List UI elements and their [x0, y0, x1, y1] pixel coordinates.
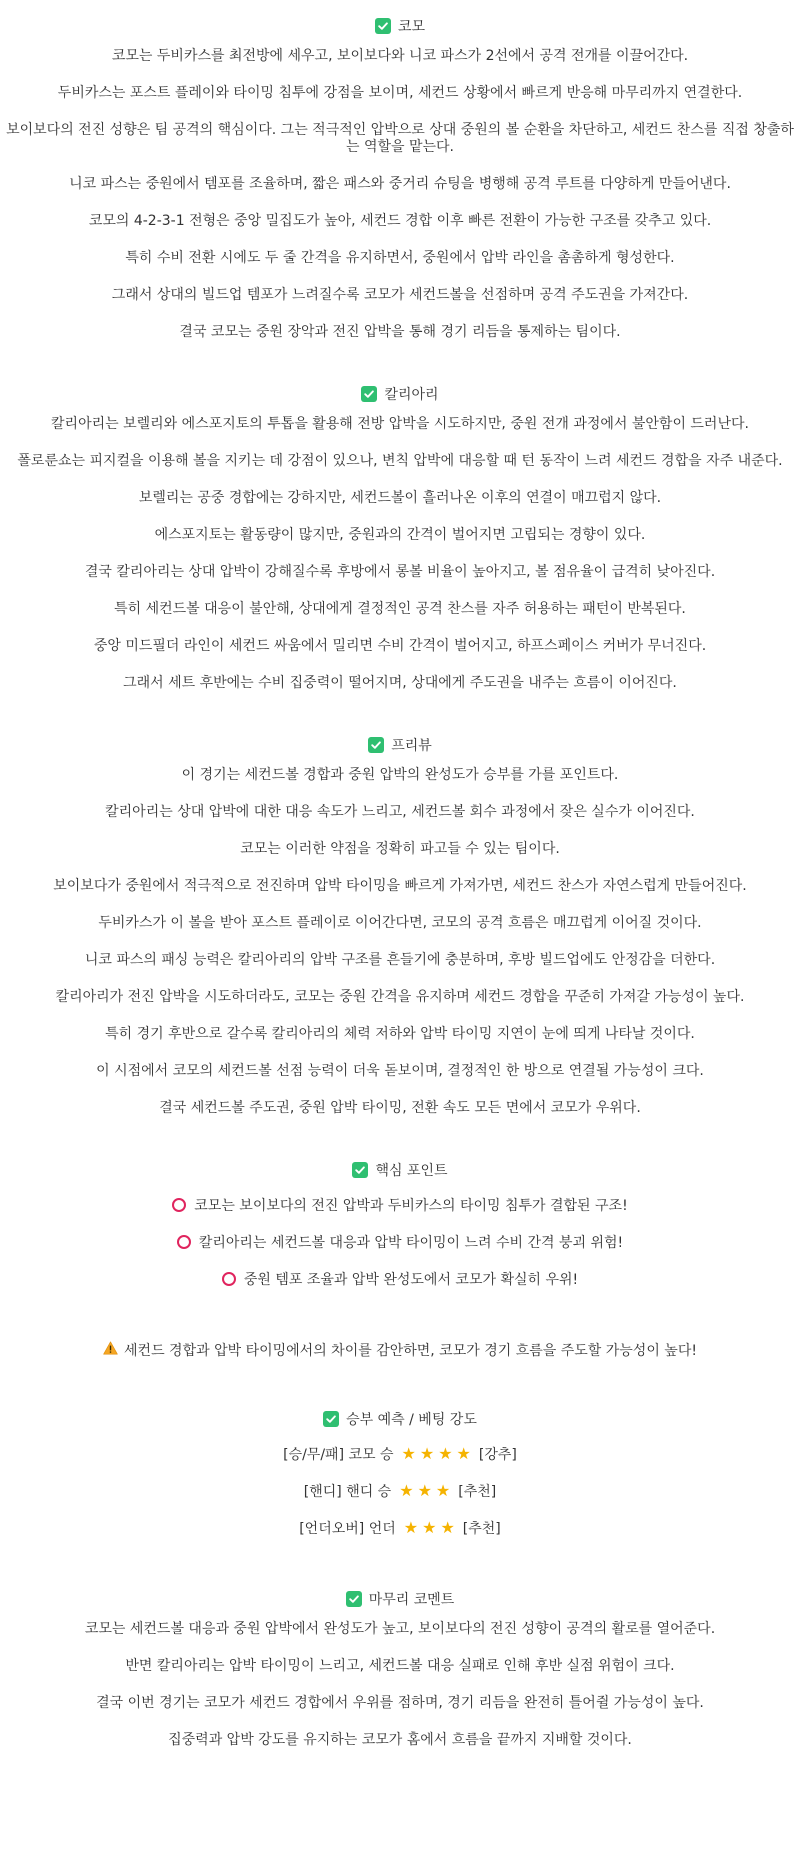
star-rating — [402, 1517, 457, 1537]
section-header — [0, 378, 800, 410]
check-box-icon — [346, 1591, 362, 1607]
paragraph: 반면 칼리아리는 압박 타이밍이 느리고, 세컨드볼 대응 실패로 인해 후반 실점 위험이 크다. — [125, 1658, 675, 1674]
paragraph: 특히 경기 후반으로 갈수록 칼리아리의 체력 저하와 압박 타이밍 지연이 눈에 띄게 나타날 것이다. — [105, 1026, 695, 1042]
check-box-icon — [368, 737, 384, 753]
paragraph: 칼리아리는 상대 압박에 대한 대응 속도가 느리고, 세컨드볼 회수 과정에서 잦은 실수가 이어진다. — [105, 804, 695, 820]
red-circle-icon — [222, 1272, 236, 1286]
paragraph: 결국 이번 경기는 코모가 세컨드 경합에서 우위를 점하며, 경기 리듬을 완전히 틀어쥘 가능성이 높다. — [96, 1695, 704, 1711]
paragraph: 니코 파스는 중원에서 템포를 조율하며, 짧은 패스와 중거리 슈팅을 병행해 공격 루트를 다양하게 만들어낸다. — [69, 176, 731, 192]
warning-note — [0, 1334, 800, 1366]
red-circle-icon — [172, 1198, 186, 1212]
section-title: 마무리 코멘트 — [368, 1592, 455, 1608]
paragraph-list — [0, 42, 800, 341]
section-closing — [0, 1583, 800, 1749]
section-title: 프리뷰 — [391, 738, 432, 754]
warning-text: 세컨드 경합과 압박 타이밍에서의 차이를 감안하면, 코모가 경기 흐름을 주도할 가능성이 높다! — [124, 1343, 697, 1359]
key-point-text: 칼리아리는 세컨드볼 대응과 압박 타이밍이 느려 수비 간격 붕괴 위험! — [198, 1234, 624, 1251]
check-box-icon — [323, 1411, 339, 1427]
paragraph: 그래서 세트 후반에는 수비 집중력이 떨어지며, 상대에게 주도권을 내주는 흐름이 이어진다. — [123, 675, 677, 691]
section-title: 승부 예측 / 베팅 강도 — [346, 1412, 477, 1428]
paragraph-list — [0, 410, 800, 692]
paragraph: 코모의 4-2-3-1 전형은 중앙 밀집도가 높아, 세컨드 경합 이후 빠른 전환이 가능한 구조를 갖추고 있다. — [88, 213, 712, 229]
bet-label: [핸디] 핸디 승 — [303, 1483, 392, 1500]
paragraph-list — [0, 1615, 800, 1749]
bet-grade: [강추] — [478, 1446, 517, 1463]
paragraph: 두비카스가 이 볼을 받아 포스트 플레이로 이어간다면, 코모의 공격 흐름은 매끄럽게 이어질 것이다. — [98, 915, 702, 931]
star-icon: ★ — [456, 1443, 471, 1463]
star-icon: ★ — [417, 1480, 432, 1500]
key-point-item — [0, 1260, 800, 1297]
section-como — [0, 10, 800, 341]
key-point-text: 코모는 보이보다의 전진 압박과 두비카스의 타이밍 침투가 결합된 구조! — [194, 1197, 628, 1214]
star-icon: ★ — [401, 1443, 416, 1463]
paragraph: 보렐리는 공중 경합에는 강하지만, 세컨드볼이 흘러나온 이후의 연결이 매끄럽지 않다. — [138, 490, 662, 506]
paragraph: 니코 파스의 패싱 능력은 칼리아리의 압박 구조를 흔들기에 충분하며, 후방 빌드업에도 안정감을 더한다. — [84, 952, 716, 968]
paragraph: 보이보다가 중원에서 적극적으로 전진하며 압박 타이밍을 빠르게 가져가면, 세컨드 찬스가 자연스럽게 만들어진다. — [53, 878, 747, 894]
star-icon: ★ — [403, 1517, 419, 1537]
paragraph: 특히 수비 전환 시에도 두 줄 간격을 유지하면서, 중원에서 압박 라인을 촘촘하게 형성한다. — [125, 250, 675, 266]
paragraph: 이 시점에서 코모의 세컨드볼 선점 능력이 더욱 돋보이며, 결정적인 한 방으로 연결될 가능성이 크다. — [96, 1063, 704, 1079]
star-icon: ★ — [419, 1443, 435, 1463]
section-header — [0, 1403, 800, 1435]
section-key-points — [0, 1154, 800, 1297]
bet-label: [언더오버] 언더 — [299, 1520, 396, 1537]
bet-row — [0, 1509, 800, 1546]
star-rating — [400, 1443, 473, 1463]
star-icon: ★ — [440, 1517, 455, 1537]
paragraph: 특히 세컨드볼 대응이 불안해, 상대에게 결정적인 공격 찬스를 자주 허용하는 패턴이 반복된다. — [114, 601, 686, 617]
section-header — [0, 1154, 800, 1186]
star-rating — [397, 1480, 452, 1500]
paragraph: 칼리아리가 전진 압박을 시도하더라도, 코모는 중원 간격을 유지하며 세컨드 경합을 꾸준히 가져갈 가능성이 높다. — [55, 989, 745, 1005]
paragraph: 결국 세컨드볼 주도권, 중원 압박 타이밍, 전환 속도 모든 면에서 코모가 우위다. — [159, 1100, 641, 1116]
section-cagliari — [0, 378, 800, 692]
paragraph: 코모는 두비카스를 최전방에 세우고, 보이보다와 니코 파스가 2선에서 공격 전개를 이끌어간다. — [111, 48, 689, 64]
paragraph: 집중력과 압박 강도를 유지하는 코모가 홈에서 흐름을 끝까지 지배할 것이다. — [168, 1732, 632, 1748]
section-header — [0, 10, 800, 42]
bet-row — [0, 1435, 800, 1472]
paragraph: 결국 코모는 중원 장악과 전진 압박을 통해 경기 리듬을 통제하는 팀이다. — [179, 324, 621, 340]
paragraph: 칼리아리는 보렐리와 에스포지토의 투톱을 활용해 전방 압박을 시도하지만, 중원 전개 과정에서 불안함이 드러난다. — [51, 416, 749, 432]
section-title: 핵심 포인트 — [375, 1163, 448, 1179]
star-icon: ★ — [399, 1480, 414, 1500]
paragraph: 결국 칼리아리는 상대 압박이 강해질수록 후방에서 롱볼 비율이 높아지고, 볼 점유율이 급격히 낮아진다. — [84, 564, 716, 580]
red-circle-icon — [177, 1235, 191, 1249]
bet-grade: [추천] — [458, 1483, 497, 1500]
star-icon: ★ — [435, 1480, 451, 1500]
paragraph: 코모는 세컨드볼 대응과 중원 압박에서 완성도가 높고, 보이보다의 전진 성향이 공격의 활로를 열어준다. — [84, 1621, 716, 1637]
key-point-item — [0, 1223, 800, 1260]
key-point-item — [0, 1186, 800, 1223]
paragraph: 보이보다의 전진 성향은 팀 공격의 핵심이다. 그는 적극적인 압박으로 상대 중원의 볼 순환을 차단하고, 세컨드 찬스를 직접 창출하는 역할을 맡는다. — [6, 122, 794, 155]
check-box-icon — [375, 18, 391, 34]
bet-label: [승/무/패] 코모 승 — [283, 1446, 394, 1463]
paragraph: 그래서 상대의 빌드업 템포가 느려질수록 코모가 세컨드볼을 선점하며 공격 주도권을 가져간다. — [111, 287, 689, 303]
paragraph: 에스포지토는 활동량이 많지만, 중원과의 간격이 벌어지면 고립되는 경향이 있다. — [154, 527, 646, 543]
check-box-icon — [352, 1162, 368, 1178]
check-box-icon — [361, 386, 377, 402]
bet-row — [0, 1472, 800, 1509]
section-prediction — [0, 1403, 800, 1546]
paragraph: 폴로룬쇼는 피지컬을 이용해 볼을 지키는 데 강점이 있으나, 변칙 압박에 대응할 때 턴 동작이 느려 세컨드 경합을 자주 내준다. — [17, 453, 783, 469]
warning-icon — [103, 1341, 118, 1359]
paragraph-list — [0, 761, 800, 1117]
paragraph: 이 경기는 세컨드볼 경합과 중원 압박의 완성도가 승부를 가를 포인트다. — [181, 767, 619, 783]
paragraph: 중앙 미드필더 라인이 세컨드 싸움에서 밀리면 수비 간격이 벌어지고, 하프스페이스 커버가 무너진다. — [93, 638, 707, 654]
paragraph: 두비카스는 포스트 플레이와 타이밍 침투에 강점을 보이며, 세컨드 상황에서 빠르게 반응해 마무리까지 연결한다. — [57, 85, 743, 101]
bet-grade: [추천] — [462, 1520, 501, 1537]
star-icon: ★ — [438, 1443, 453, 1463]
section-header — [0, 729, 800, 761]
section-header — [0, 1583, 800, 1615]
section-preview — [0, 729, 800, 1117]
star-icon: ★ — [422, 1517, 437, 1537]
section-title: 칼리아리 — [384, 387, 439, 403]
key-point-text: 중원 템포 조율과 압박 완성도에서 코모가 확실히 우위! — [243, 1271, 579, 1288]
section-title: 코모 — [397, 19, 426, 35]
paragraph: 코모는 이러한 약점을 정확히 파고들 수 있는 팀이다. — [240, 841, 560, 857]
